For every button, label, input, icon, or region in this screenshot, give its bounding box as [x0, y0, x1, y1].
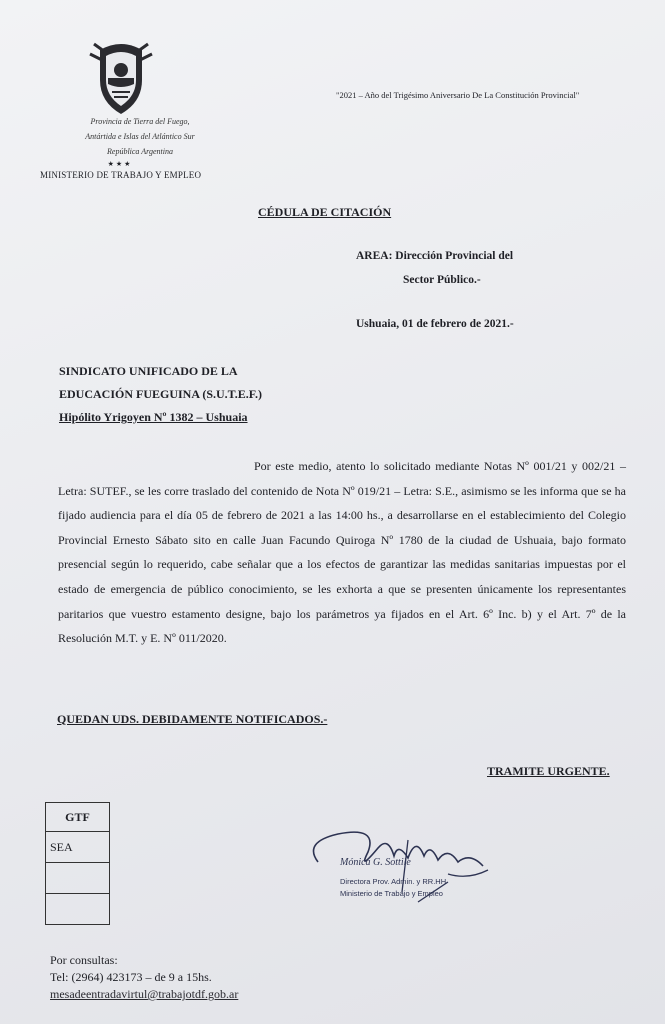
province-line-1: Provincia de Tierra del Fuego, [90, 117, 190, 126]
gtf-header: GTF [46, 803, 110, 832]
gtf-row-sea: SEA [46, 832, 110, 863]
gtf-row-empty [46, 894, 110, 925]
footer-consultas-label: Por consultas: [50, 953, 118, 967]
gtf-row-empty [46, 863, 110, 894]
footer-email-link[interactable]: mesadeentradavirtul@trabajotdf.gob.ar [50, 987, 239, 1001]
province-coat-of-arms-logo [82, 40, 160, 118]
area-line-1: AREA: Dirección Provincial del [356, 250, 514, 262]
footer-phone: Tel: (2964) 423173 – de 9 a 15hs. [50, 970, 212, 984]
province-line-2: Antártida e Islas del Atlántico Sur [85, 132, 195, 141]
signatory-title-2: Ministerio de Trabajo y Empleo [340, 889, 443, 898]
handwritten-signature [298, 822, 498, 914]
body-paragraph: Por este medio, atento lo solicitado mediante Notas Nº 001/21 y 002/21 – Letra: SUTEF., se les corre traslado del contenido de Nota Nº 019/21 – Letra: S.E., asimismo se les informa que se ha fijado audiencia para el día 05 de febrero de 2021 a las 14:00 hs., a desarrollarse en el establecimiento del Colegio Provincial Ernesto Sábato sito en calle Juan Facundo Quiroga Nº 1780 de la ciudad de Ushuaia, bajo formato presencial según lo requerido, cabe señalar que a los efectos de garantizar las medidas sanitarias impuestas por el estado de emergencia de público conocimiento, se les exhorta a que se presenten únicamente los representantes paritarios que vuestro estamento designe, bajo los parámetros ya fijados en el Art. 6º Inc. b) y el Art. 7º de la Resolución M.T. y E. Nº 011/2020. [58, 459, 626, 646]
document-title: CÉDULA DE CITACIÓN [258, 205, 392, 219]
province-line-3: República Argentina [107, 147, 173, 156]
urgent-label: TRAMITE URGENTE. [487, 764, 610, 778]
year-motto: "2021 – Año del Trigésimo Aniversario De La Constitución Provincial" [336, 90, 580, 100]
recipient-line-2: EDUCACIÓN FUEGUINA (S.U.T.E.F.) [59, 387, 263, 401]
document-date: Ushuaia, 01 de febrero de 2021.- [356, 318, 514, 330]
notification-statement: QUEDAN UDS. DEBIDAMENTE NOTIFICADOS.- [57, 712, 328, 726]
signatory-title-1: Directora Prov. Admin. y RR.HH [340, 877, 447, 886]
recipient-line-1: SINDICATO UNIFICADO DE LA [59, 364, 238, 378]
recipient-address: Hipólito Yrigoyen Nº 1382 – Ushuaia [59, 410, 248, 424]
ministry-name: MINISTERIO DE TRABAJO Y EMPLEO [40, 170, 202, 180]
signatory-name: Mónica G. Sottile [340, 857, 411, 868]
area-line-2: Sector Público.- [403, 274, 481, 286]
stars-ornament: ★★★ [107, 160, 133, 168]
gtf-routing-box [45, 802, 110, 925]
